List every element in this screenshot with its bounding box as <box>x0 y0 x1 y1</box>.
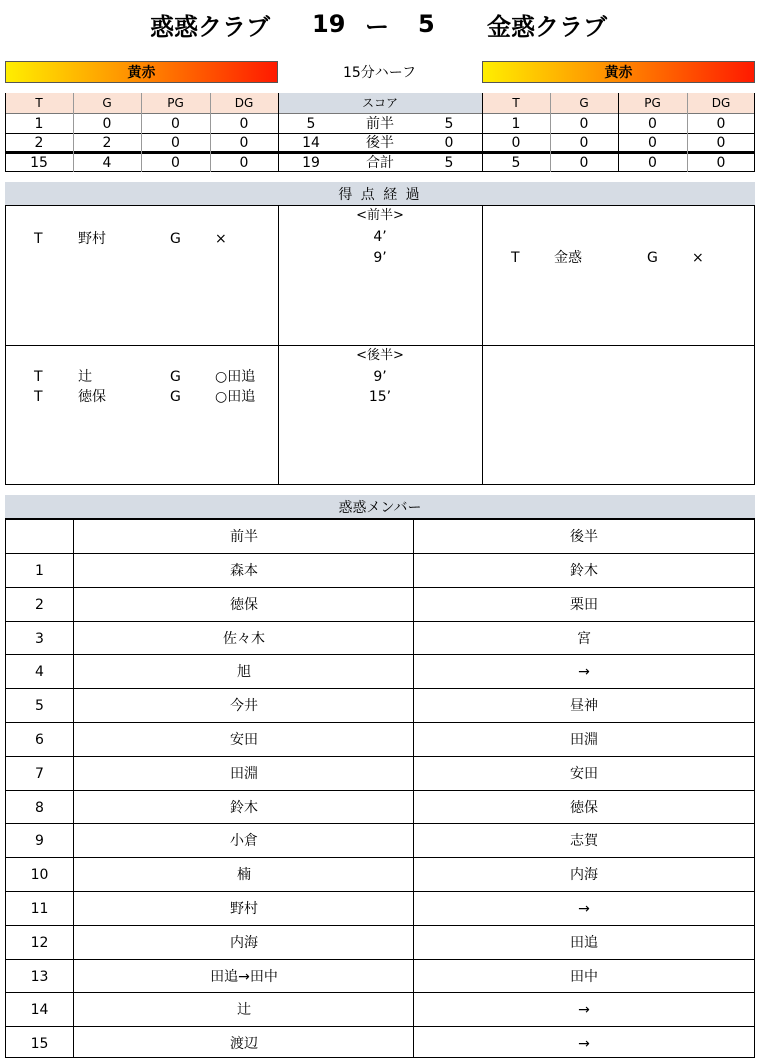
home-header-dg: DG <box>234 96 254 110</box>
second-half-away-dg: 0 <box>716 134 726 151</box>
first-half-player: 内海 <box>230 934 258 951</box>
conversion-result: ○田追 <box>215 389 256 405</box>
second-half-home-pg: 0 <box>171 134 180 151</box>
first-half-player: 田淵 <box>230 765 258 782</box>
second-half-player: 田中 <box>570 968 598 985</box>
member-number: 1 <box>35 562 44 579</box>
second-half-home-t: 2 <box>34 134 44 151</box>
first-half-player: 佐々木 <box>223 630 265 647</box>
first-half-away-dg: 0 <box>716 115 726 132</box>
first-half-home-t: 1 <box>34 115 44 132</box>
total-away-g: 0 <box>579 155 589 171</box>
score-type: T <box>511 250 520 266</box>
score-header: スコア <box>361 96 398 110</box>
second-half-player: 徳保 <box>570 799 598 816</box>
score-type: T <box>34 231 43 247</box>
second-half-player: → <box>578 1001 590 1018</box>
second-half-player: 志賀 <box>570 832 598 849</box>
first-half-player: 森本 <box>230 562 258 579</box>
second-half-player: 田淵 <box>570 731 598 748</box>
second-half-heading: <後半> <box>356 348 404 363</box>
scoring-grid <box>5 205 755 485</box>
conversion-label: G <box>170 231 181 247</box>
members-table <box>5 518 755 1058</box>
score-table-rule <box>550 93 551 172</box>
home-header-g: G <box>102 96 112 110</box>
conversion-result: × <box>692 250 704 266</box>
score-type: T <box>34 369 43 385</box>
score-table-rule <box>5 171 755 172</box>
second-half-player: 安田 <box>570 765 598 782</box>
score-table-rule <box>73 93 74 172</box>
score-table-rule <box>754 93 755 172</box>
total-away-points: 5 <box>444 155 454 171</box>
total-home-t: 15 <box>30 155 48 171</box>
home-header-pg: PG <box>167 96 184 110</box>
member-number: 4 <box>35 663 44 680</box>
first-half-player: 今井 <box>230 697 258 714</box>
second-half-player: → <box>578 663 590 680</box>
second-half-player: 昼神 <box>570 697 598 714</box>
total-away-dg: 0 <box>716 155 726 171</box>
first-half-away-points: 5 <box>444 115 454 132</box>
first-half-player: 田追→田中 <box>210 968 278 985</box>
first-half-home-pg: 0 <box>171 115 180 132</box>
scorer-name: 金惑 <box>554 250 582 266</box>
conversion-label: G <box>647 250 658 266</box>
members-col-first-half: 前半 <box>230 529 258 545</box>
second-half-player: 宮 <box>577 630 591 647</box>
first-half-heading: <前半> <box>356 208 404 223</box>
member-number: 9 <box>35 832 44 849</box>
score-table-rule <box>618 93 619 172</box>
score-table-rule <box>687 93 688 172</box>
first-half-home-dg: 0 <box>239 115 249 132</box>
member-number: 14 <box>30 1001 49 1018</box>
member-number: 15 <box>30 1035 49 1052</box>
home-score: 19 <box>312 10 346 38</box>
score-table-rule <box>5 113 755 114</box>
second-half-home-g: 2 <box>102 134 112 151</box>
score-table-double-rule <box>5 151 755 154</box>
total-away-pg: 0 <box>648 155 657 171</box>
member-number: 6 <box>35 731 44 748</box>
second-half-time: 9’ <box>373 369 387 385</box>
member-number: 5 <box>35 697 44 714</box>
score-type: T <box>34 389 43 405</box>
second-half-time: 15’ <box>368 389 392 405</box>
home-header-t: T <box>35 96 43 110</box>
conversion-label: G <box>170 369 181 385</box>
second-half-away-g: 0 <box>579 134 589 151</box>
first-half-player: 鈴木 <box>230 799 258 816</box>
second-half-player: → <box>578 1035 590 1052</box>
away-header-dg: DG <box>711 96 731 110</box>
scorer-name: 野村 <box>78 231 106 247</box>
first-half-away-t: 1 <box>511 115 521 132</box>
first-half-player: 辻 <box>237 1001 251 1018</box>
members-col-second-half: 後半 <box>570 529 598 545</box>
score-dash: ー <box>365 12 389 41</box>
first-half-time: 9’ <box>373 250 387 266</box>
home-team-name: 惑惑クラブ <box>150 12 270 41</box>
second-half-player: 鈴木 <box>570 562 598 579</box>
first-half-away-pg: 0 <box>648 115 657 132</box>
second-half-label: 後半 <box>366 134 394 151</box>
score-table-rule <box>278 93 279 172</box>
scoring-heading: 得 点 経 過 <box>5 182 755 205</box>
away-header-g: G <box>579 96 589 110</box>
second-half-away-points: 0 <box>444 134 454 151</box>
members-heading: 惑惑メンバー <box>5 495 755 518</box>
score-table-rule <box>5 93 6 172</box>
score-table-rule <box>5 133 755 134</box>
member-number: 8 <box>35 799 44 816</box>
away-header-t: T <box>512 96 520 110</box>
member-number: 3 <box>35 630 44 647</box>
member-number: 13 <box>30 968 49 985</box>
conversion-result: ○田追 <box>215 369 256 385</box>
score-table <box>5 93 755 172</box>
away-team-name: 金惑クラブ <box>487 12 607 41</box>
second-half-home-dg: 0 <box>239 134 249 151</box>
total-home-pg: 0 <box>171 155 180 171</box>
first-half-home-g: 0 <box>102 115 112 132</box>
score-table-rule <box>210 93 211 172</box>
away-score: 5 <box>418 10 435 38</box>
first-half-home-points: 5 <box>306 115 316 132</box>
total-label: 合計 <box>366 155 394 171</box>
first-half-player: 楠 <box>237 866 251 883</box>
away-jersey-bar: 黄赤 <box>482 61 755 83</box>
total-home-g: 4 <box>102 155 112 171</box>
score-table-rule <box>141 93 142 172</box>
second-half-away-pg: 0 <box>648 134 657 151</box>
first-half-player: 小倉 <box>230 832 258 849</box>
conversion-result: × <box>215 231 227 247</box>
first-half-player: 旭 <box>237 663 251 680</box>
home-jersey-bar: 黄赤 <box>5 61 278 83</box>
second-half-player: 田追 <box>570 934 598 951</box>
first-half-time: 4’ <box>373 229 387 245</box>
total-home-points: 19 <box>302 155 320 171</box>
scorer-name: 徳保 <box>78 389 106 405</box>
second-half-player: → <box>578 900 590 917</box>
first-half-player: 安田 <box>230 731 258 748</box>
first-half-player: 渡辺 <box>230 1035 258 1052</box>
away-header-pg: PG <box>644 96 661 110</box>
first-half-player: 野村 <box>230 900 258 917</box>
member-number: 11 <box>30 900 49 917</box>
second-half-player: 内海 <box>570 866 598 883</box>
first-half-away-g: 0 <box>579 115 589 132</box>
second-half-away-t: 0 <box>511 134 521 151</box>
match-format: 15分ハーフ <box>342 65 417 81</box>
member-number: 10 <box>30 866 49 883</box>
first-half-label: 前半 <box>366 115 394 132</box>
member-number: 7 <box>35 765 44 782</box>
score-table-rule <box>482 93 483 172</box>
conversion-label: G <box>170 389 181 405</box>
scorer-name: 辻 <box>78 369 92 385</box>
total-home-dg: 0 <box>239 155 249 171</box>
second-half-player: 栗田 <box>570 596 598 613</box>
first-half-player: 徳保 <box>230 596 258 613</box>
total-away-t: 5 <box>511 155 521 171</box>
scoring-grid-rule <box>6 345 754 346</box>
member-number: 12 <box>30 934 49 951</box>
second-half-home-points: 14 <box>302 134 320 151</box>
member-number: 2 <box>35 596 44 613</box>
